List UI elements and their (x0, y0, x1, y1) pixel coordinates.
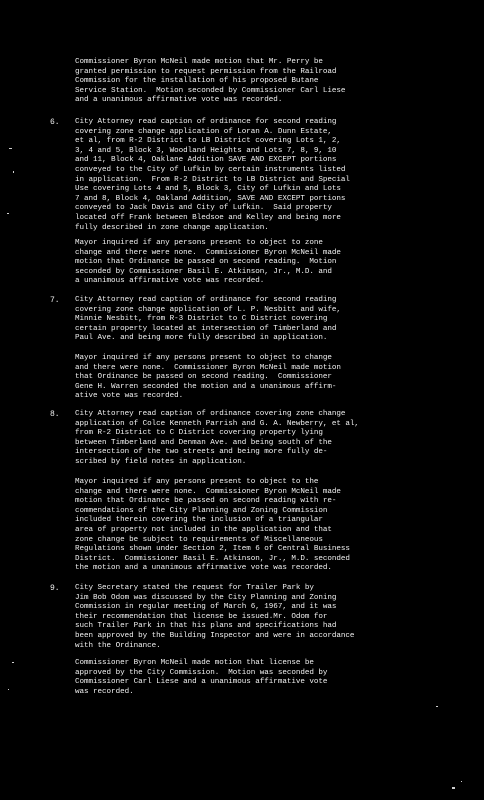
scan-speck (7, 213, 9, 214)
item-6-number: 6. (50, 118, 60, 127)
item-8-paragraph: City Attorney read caption of ordinance covering zone change application of Colce Kenneth Parrish and G. A. Newberry, et al, from R-2 District to C District covering property lying between Timberland and Denman Ave. and being south of the intersection of the two streets and being more fully de- scribed by field notes in application. (75, 410, 359, 466)
intro-paragraph: Commissioner Byron McNeil made motion that Mr. Perry be granted permission to request permission from the Railroad Commission for the installation of his proposed Butane Service Station. Motion seconded by Commissioner Carl Liese and a unanimous affirmative vote was recorded. (75, 58, 346, 105)
scan-speck (13, 171, 14, 173)
scan-speck (8, 689, 9, 690)
item-9-number: 9. (50, 584, 60, 593)
scan-speck (452, 787, 455, 789)
item-7-paragraph: City Attorney read caption of ordinance for second reading covering zone change application of L. P. Nesbitt and wife, Minnie Nesbitt, from R-3 District to C District covering certain property located at intersection of Timberland and Paul Ave. and being more fully described in application. (75, 296, 341, 343)
item-8-number: 8. (50, 410, 60, 419)
item-9-followup-paragraph: Commissioner Byron McNeil made motion that license be approved by the City Commission. Motion was seconded by Commissioner Carl Liese and a unanimous affirmative vote was recorded. (75, 659, 328, 696)
item-8-followup-paragraph: Mayor inquired if any persons present to object to the change and there were none. Commissioner Byron McNeil made motion that Ordinance be passed on second reading with re- commendations of the City Planning and Zoning Commission included therein covering the inclusion of a triangular area of property not included in the application and that zone change be subject to requirements of Miscellaneous Regulations shown under Section 2, Item 6 of Central Business District. Commissioner Basil E. Atkinson, Jr., M.D. seconded the motion and a unanimous affirmative vote was recorded. (75, 478, 350, 573)
item-6-followup-paragraph: Mayor inquired if any persons present to object to zone change and there were none. Commissioner Byron McNeil made motion that Ordinance be passed on second reading. Motion seconded by Commissioner Basil E. Atkinson, Jr., M.D. and a unanimous affirmative vote was recorded. (75, 239, 341, 286)
scan-speck (9, 148, 12, 149)
item-6-paragraph: City Attorney read caption of ordinance for second reading covering zone change application of Loran A. Dunn Estate, et al, from R-2 District to LB District covering Lots 1, 2, 3, 4 and 5, Block 3, Woodland Heights and Lots 7, 8, 9, 10 and 11, Block 4, Oaklane Addition SAVE AND EXCEPT portions conveyed to the City of Lufkin by certain instruments listed in application. From R-2 District to LB District and Special Use covering Lots 4 and 5, Block 3, City of Lufkin and Lots 7 and 8, Block 4, Oakland Addition, SAVE AND EXCEPT portions conveyed to Jack Davis and City of Lufkin. Said property located off Frank between Bledsoe and Kelley and being more fully described in zone change application. (75, 118, 350, 232)
scan-speck (436, 706, 438, 707)
scan-speck (12, 662, 14, 663)
item-9-paragraph: City Secretary stated the request for Trailer Park by Jim Bob Odom was discussed by the City Planning and Zoning Commission in regular meeting of March 6, 1967, and it was their recommendation that license be issued.Mr. Odom for such Trailer Park in that his plans and specifications had been approved by the Building Inspector and were in accordance with the Ordinance. (75, 584, 355, 650)
item-7-followup-paragraph: Mayor inquired if any persons present to object to change and there were none. Commissioner Byron McNeil made motion that Ordinance be passed on second reading. Commissioner Gene H. Warren seconded the motion and a unanimous affirm- ative vote was recorded. (75, 354, 341, 401)
item-7-number: 7. (50, 296, 60, 305)
scan-speck (461, 781, 462, 782)
